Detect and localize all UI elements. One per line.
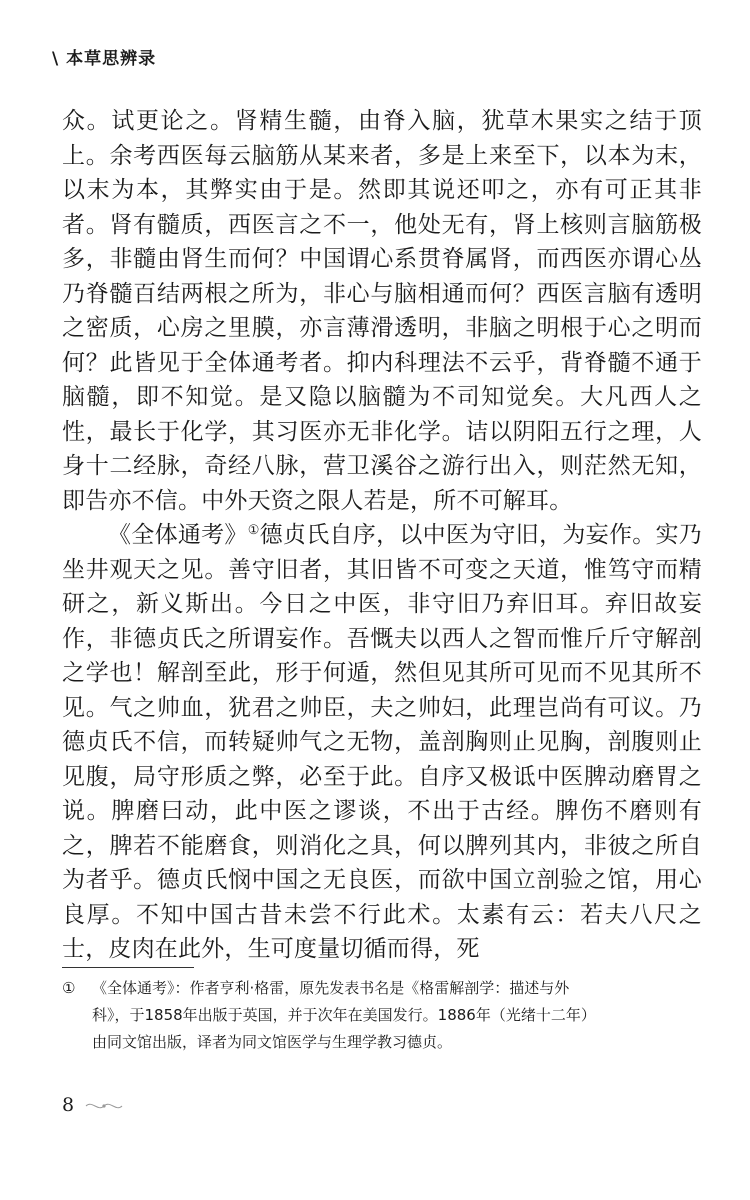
- running-head: \ 本草思辨录: [52, 49, 157, 69]
- footnote-line-2: 科》，于1858年出版于英国，并于次年在美国发行。1886年（光绪十二年）: [92, 1006, 596, 1024]
- footnote: [62, 975, 702, 1056]
- footnote-marker: ①: [62, 979, 76, 997]
- paragraph-2: [62, 518, 702, 967]
- page-number: 8: [62, 1094, 75, 1116]
- footnote-line-1: ① 《全体通考》：作者亨利·格雷，原先发表书名是《格雷解剖学：描述与外: [62, 975, 702, 1002]
- paragraph-2-text: 德贞氏自序，以中医为守旧，为妄作。实乃坐井观天之见。善守旧者，其旧皆不可变之天道，惟笃守而精研之，新义斯出。今日之中医，非守旧乃弃旧耳。弃旧故妄作，非德贞氏之所谓妄作。吾慨夫以西人之智而惟斤斤守解剖之学也！解剖至此，形于何遁，然但见其所可见而不见其所不见。气之帅血，犹君之帅臣，夫之帅妇，此理岂尚有可议。乃德贞氏不信，而转疑帅气之无物，盖剖胸则止见胸，剖腹则止见腹，局守形质之弊，必至于此。自序又极诋中医脾动磨胃之说。脾磨曰动，此中医之谬谈，不出于古经。脾伤不磨则有之，脾若不能磨食，则消化之具，何以脾列其内，非彼之所自为者乎。德贞氏悯中国之无良医，而欲中国立剖验之馆，用心良厚。不知中国古昔未尝不行此术。太素有云：若夫八尺之士，皮肉在此外，生可度量切循而得，死: [62, 522, 703, 962]
- paragraph-1: 众。试更论之。肾精生髓，由脊入脑，犹草木果实之结于顶上。余考西医每云脑筋从某来者，多是上来至下，以本为末，以末为本，其弊实由于是。然即其说还叩之，亦有可正其非者。肾有髓质，西医言之不一，他处无有，肾上核则言脑筋极多，非髓由肾生而何？中国谓心系贯脊属肾，而西医亦谓心丛乃脊髓百结两根之所为，非心与脑相通而何？西医言脑有透明之密质，心房之里膜，亦言薄滑透明，非脑之明根于心之明而何？此皆见于全体通考者。抑内科理法不云乎，背脊髓不通于脑髓，即不知觉。是又隐以脑髓为不司知觉矣。大凡西人之性，最长于化学，其习医亦无非化学。诘以阴阳五行之理，人身十二经脉，奇经八脉，营卫溪谷之游行出入，则茫然无知，即告亦不信。中外天资之限人若是，所不可解耳。: [62, 108, 702, 514]
- footnote-line-3: 由同文馆出版，译者为同文馆医学与生理学教习德贞。: [92, 1033, 453, 1051]
- footnote-divider: [62, 967, 194, 968]
- page-ornament-icon: [84, 1100, 124, 1112]
- book-title: 《全体通考》: [108, 522, 248, 548]
- body-text: [62, 104, 702, 967]
- footnote-reference[interactable]: ①: [247, 523, 260, 538]
